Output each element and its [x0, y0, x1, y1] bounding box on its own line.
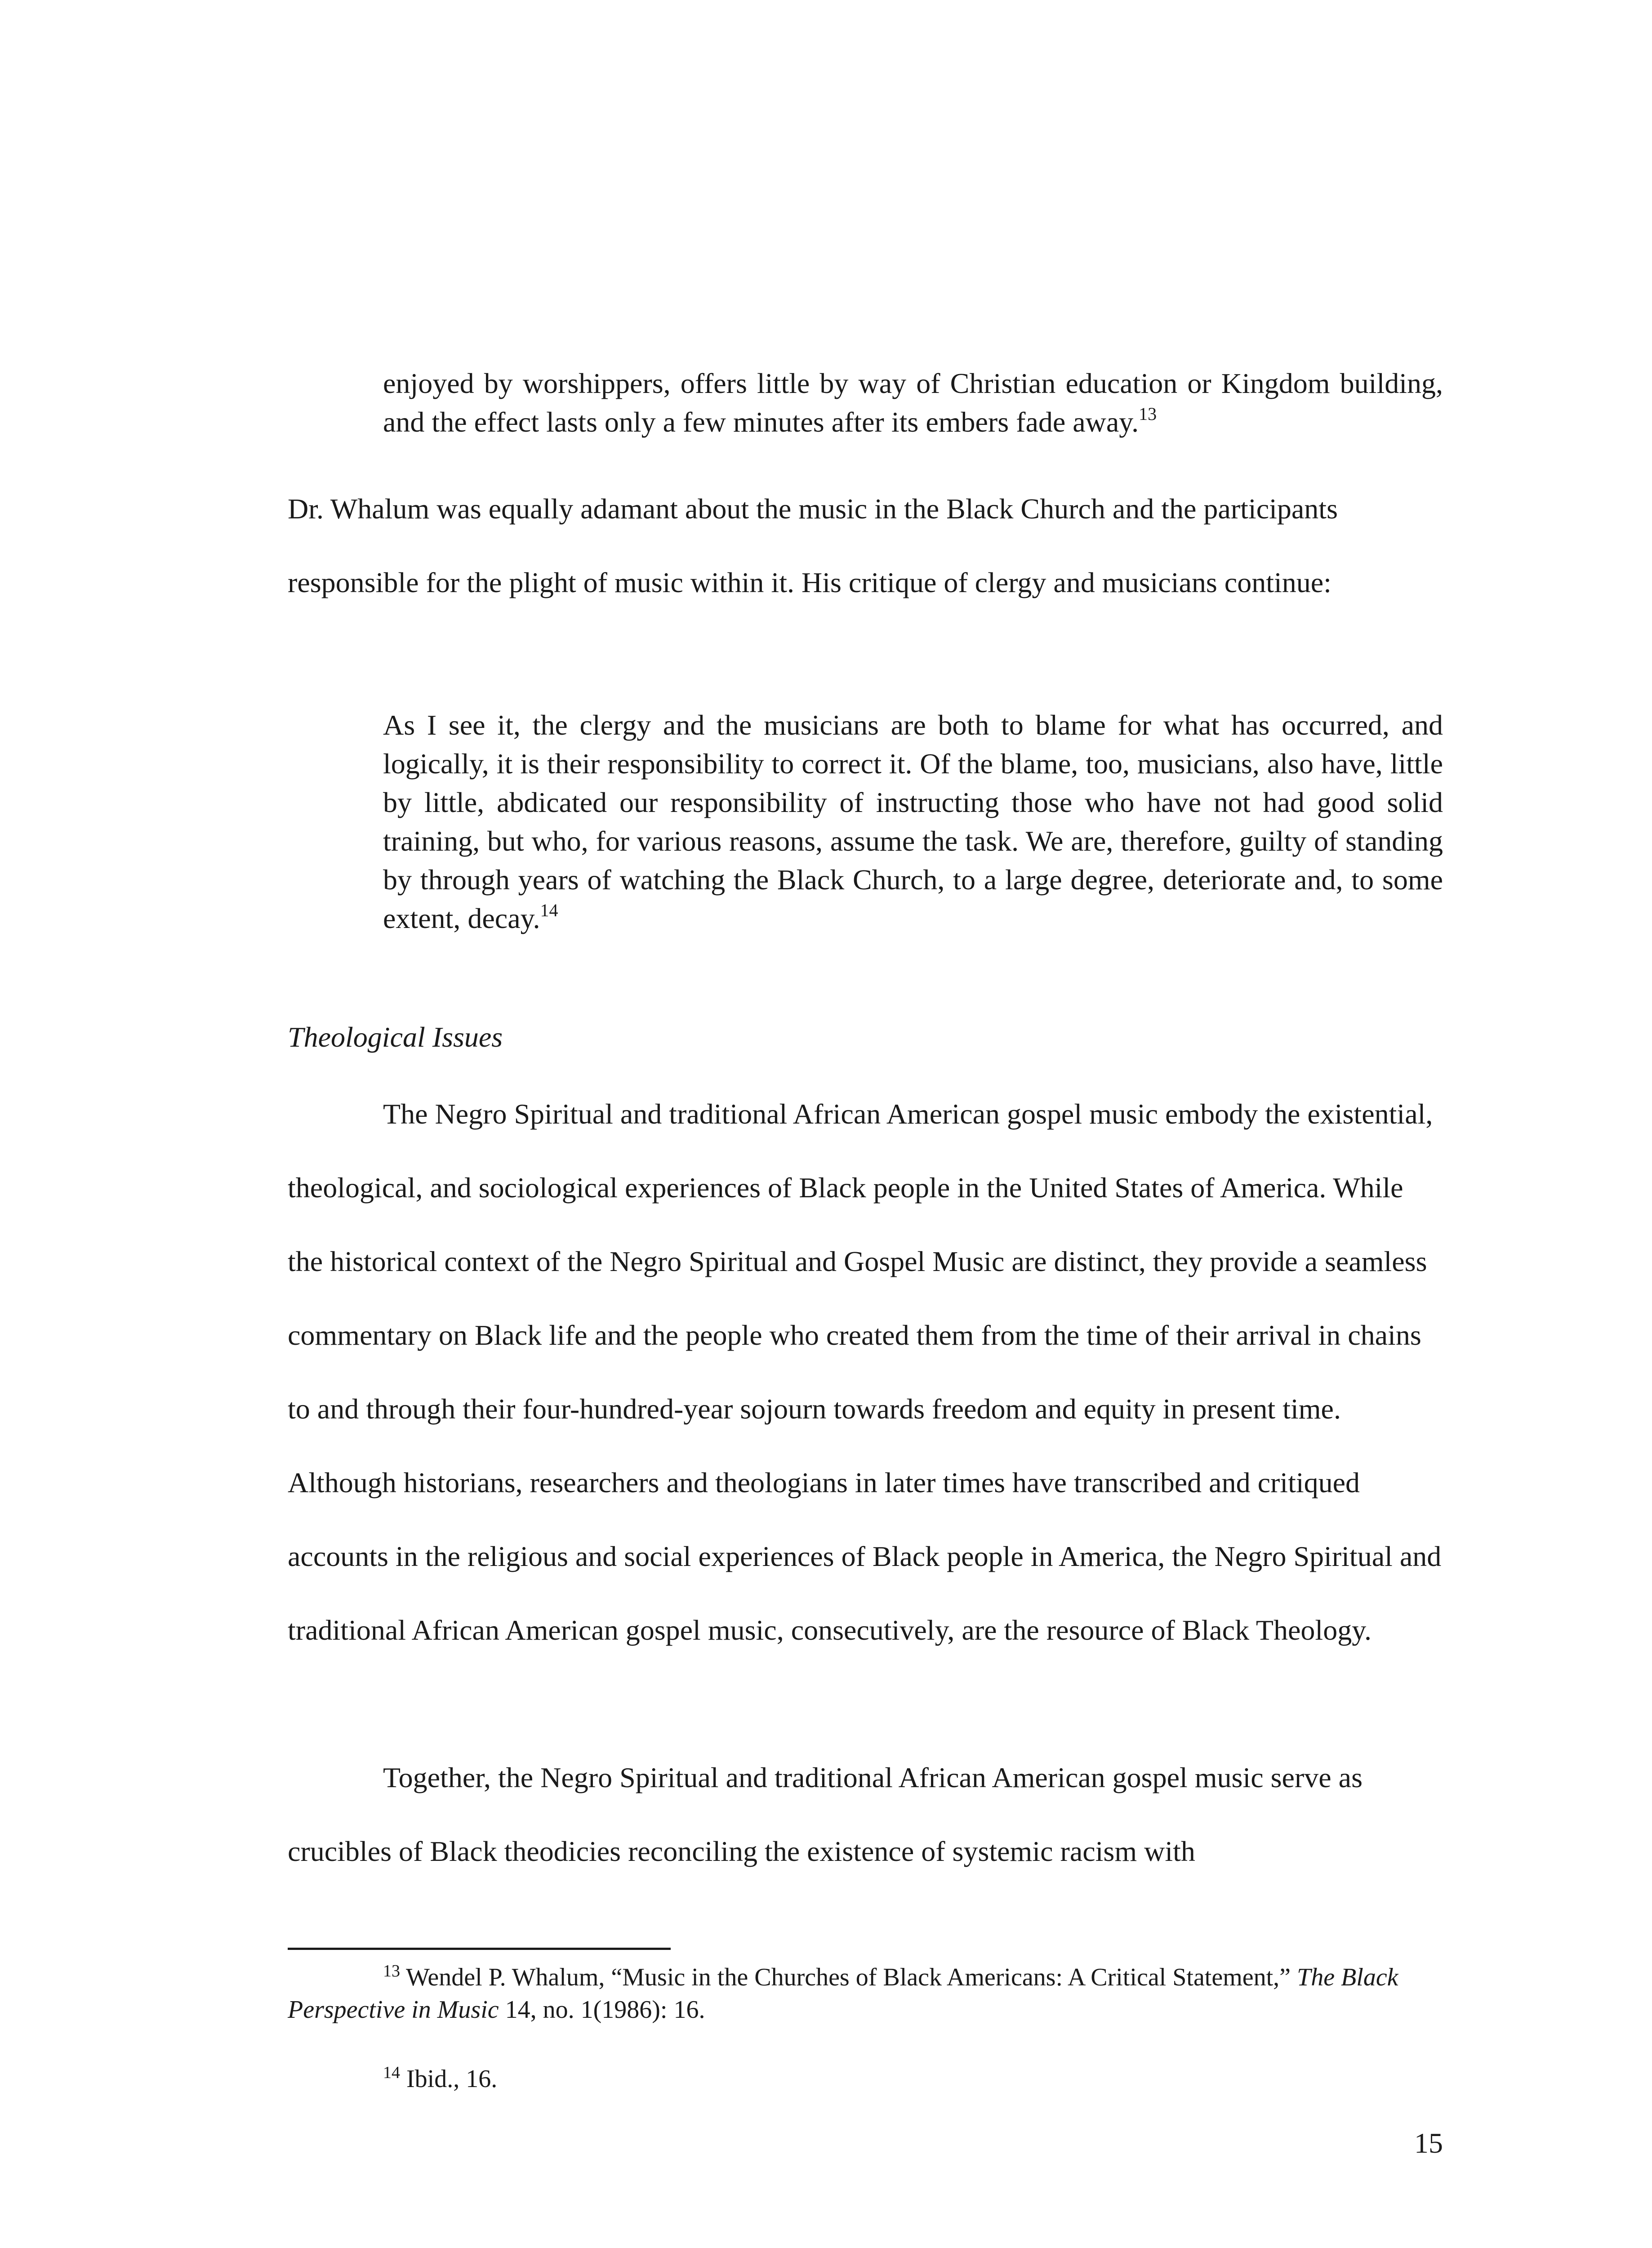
paragraph-text: Together, the Negro Spiritual and traditional African American gospel music serve as crucibles of Black theodicies reconciling the existence of systemic racism with — [288, 1762, 1363, 1867]
paragraph-text: The Negro Spiritual and traditional African American gospel music embody the existential, theological, and sociological experiences of Black people in the United States of America. While the historical context of the Negro Spiritual and Gospel Music are distinct, they provide a seamless commentary on Black life and the people who created them from the time of their arrival in chains to and through their four-hundred-year sojourn towards freedom and equity in present time. Although historians, researchers and theologians in later times have transcribed and critiqued accounts in the religious and social experiences of Black people in America, the Negro Spiritual and traditional African American gospel music, consecutively, are the resource of Black Theology. — [288, 1098, 1442, 1646]
page-number: 15 — [1414, 2127, 1443, 2159]
section-heading: Theological Issues — [288, 1021, 503, 1053]
lead-paragraph — [288, 472, 1443, 620]
footnote-reference[interactable]: 13 — [1139, 404, 1157, 424]
footnote-number: 14 — [383, 2063, 400, 2082]
footnote-text: Wendel P. Whalum, “Music in the Churches of Black Americans: A Critical Statement,” — [406, 1963, 1297, 1991]
footnote-text: 14, no. 1(1986): 16. — [499, 1996, 705, 2024]
block-quote-text: As I see it, the clergy and the musicians are both to blame for what has occurred, and logically, it is their responsibility to correct it. Of the blame, too, musicians, also have, little by little, abdicated our responsibility of instructing those who have not had good solid training, but who, for various reasons, assume the task. We are, therefore, guilty of standing by through years of watching the Black Church, to a large degree, deteriorate and, to some extent, decay. — [383, 709, 1443, 934]
block-quote — [383, 706, 1443, 938]
footnote-separator — [288, 1948, 671, 1950]
block-quote-text: enjoyed by worshippers, offers little by way of Christian education or Kingdom building, and the effect lasts only a few minutes after its embers fade away. — [383, 367, 1443, 438]
footnote-reference[interactable]: 14 — [540, 900, 558, 920]
footnote — [288, 1961, 1443, 2026]
footnote-journal-title: The Black Perspective in Music — [288, 1963, 1398, 2024]
footnote — [288, 2063, 1443, 2095]
block-quote-continued — [383, 364, 1443, 442]
paragraph-text: Dr. Whalum was equally adamant about the music in the Black Church and the participants responsible for the plight of music within it. His critique of clergy and musicians continue: — [288, 493, 1338, 598]
body-paragraph — [288, 1077, 1443, 1667]
footnote-number: 13 — [383, 1962, 400, 1980]
body-paragraph — [288, 1741, 1443, 1888]
footnote-text: Ibid., 16. — [406, 2065, 498, 2093]
